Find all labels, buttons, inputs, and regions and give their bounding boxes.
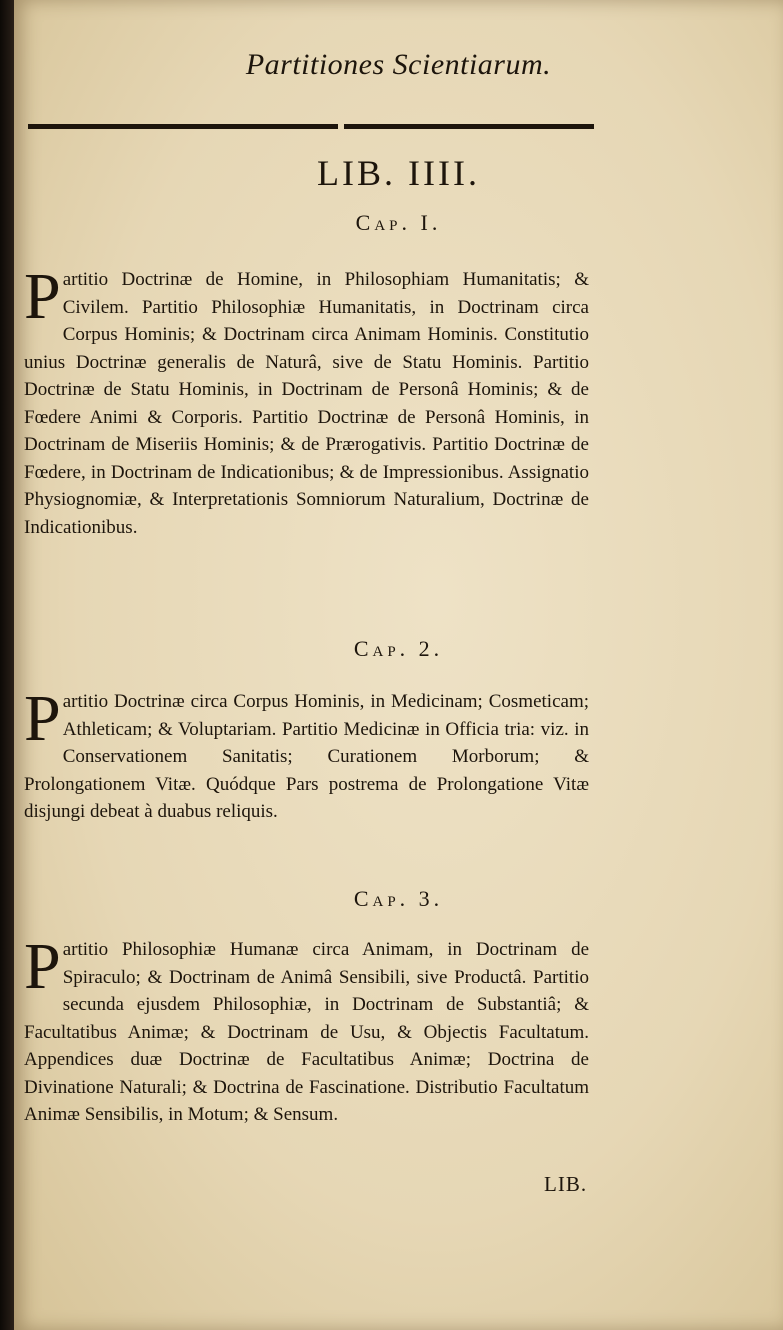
chapter-1-heading: Cap. I. [355, 210, 442, 235]
page-edge [0, 0, 14, 1330]
chapter-1-text: Partitio Doctrinæ de Homine, in Philosophiam Humanitatis; & Civilem. Partitio Philosophiæ Humanitatis, in Doctrinam circa Corpus Hominis; & Doctrinam circa Animam Hominis. Constitutio unius Doctrinæ generalis de Naturâ, sive de Statu Hominis. Partitio Doctrinæ de Statu Hominis, in Doctrinam de Personâ Hominis; & de Fœdere Animi & Corporis. Partitio Doctrinæ de Personâ Hominis, in Doctrinam de Miseriis Hominis; & de Prærogativis. Partitio Doctrinæ de Fœdere, in Doctrinam de Indicationibus; & de Impressionibus. Assignatio Physiognomiæ, & Interpretationis Somniorum Naturalium, Doctrinæ de Indicationibus. [24, 260, 589, 538]
book-title: LIB. IIII. [317, 153, 480, 193]
catchword: LIB. [544, 1172, 588, 1196]
chapter-2-heading: Cap. 2. [353, 636, 444, 661]
header-rule-left [28, 124, 338, 129]
running-head: Partitiones Scientiarum. [245, 48, 552, 81]
chapter-3-text: Partitio Philosophiæ Humanæ circa Animam, in Doctrinam de Spiraculo; & Doctrinam de Animâ Sensibili, sive Productâ. Partitio secunda ejusdem Philosophiæ, in Doctrinam de Substantiâ; & Facultatibus Animæ; & Doctrinam de Usu, & Objectis Facultatum. Appendices duæ Doctrinæ de Facultatibus Animæ; Doctrina de Divinatione Naturali; & Doctrina de Fascinatione. Distributio Facultatum Animæ Sensibilis, in Motum; & Sensum. [24, 930, 589, 1125]
chapter-2-text: Partitio Doctrinæ circa Corpus Hominis, in Medicinam; Cosmeticam; Athleticam; & Voluptariam. Partitio Medicinæ in Officia tria: viz. in Conservationem Sanitatis; Curationem Morborum; & Prolongationem Vitæ. Quódque Pars postrema de Prolongatione Vitæ disjungi debeat à duabus reliquis. [24, 682, 589, 822]
book-page [14, 0, 783, 1330]
header-rule-right [344, 124, 594, 129]
chapter-3-heading: Cap. 3. [353, 886, 444, 911]
